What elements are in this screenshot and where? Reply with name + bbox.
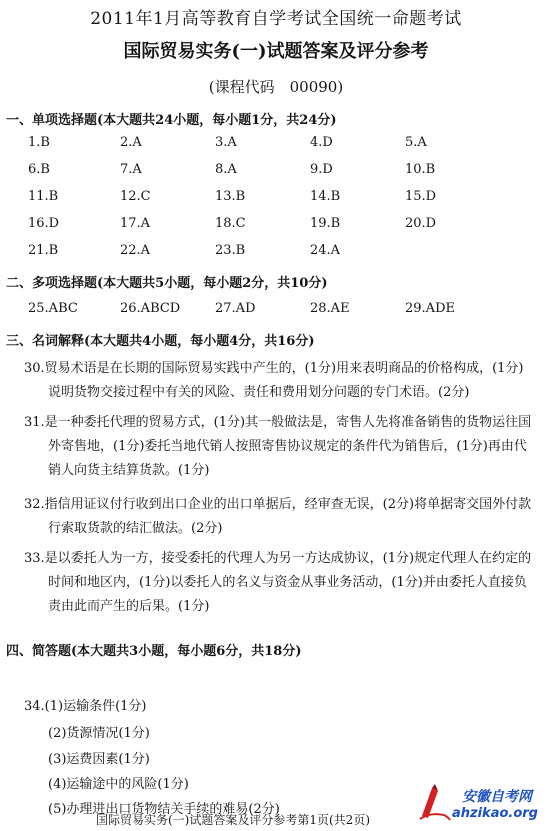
answer-item: 6.B xyxy=(28,162,50,177)
answer-item: 11.B xyxy=(28,189,59,204)
answer-row-2 xyxy=(0,162,552,182)
answer-item: 20.D xyxy=(405,216,437,231)
answer-item: 24.A xyxy=(310,243,341,258)
answer-item: 15.D xyxy=(405,189,437,204)
answer-item: 21.B xyxy=(28,243,59,258)
course-code: (课程代码 00090) xyxy=(208,78,344,96)
answer-item: 22.A xyxy=(120,243,151,258)
answer-item: 25.ABC xyxy=(28,301,78,316)
answer-line: 外寄售地，(1分)委托当地代销人按照寄售协议规定的条件代为销售后，(1分)再由代 xyxy=(48,439,527,454)
answer-item: 23.B xyxy=(215,243,246,258)
answer-line: 责由此而产生的后果。(1分) xyxy=(48,599,210,614)
answer-item: 8.A xyxy=(215,162,237,177)
answer-line: 说明货物交接过程中有关的风险、责任和费用划分问题的专门术语。(2分) xyxy=(48,385,470,400)
answer-row-4 xyxy=(0,216,552,236)
answer-line: 31.是一种委托代理的贸易方式，(1分)其一般做法是，寄售人先将准备销售的货物运往国 xyxy=(24,415,532,430)
answer-q34-item: (4)运输途中的风险(1分) xyxy=(48,777,189,792)
page-footer: 国际贸易实务(一)试题答案及评分参考第1页(共2页) xyxy=(96,813,370,827)
answer-q34-item: (2)货源情况(1分) xyxy=(48,726,150,741)
watermark-url: ahzikao.org xyxy=(452,806,538,821)
answer-item: 4.D xyxy=(310,135,333,150)
answer-row-3 xyxy=(0,189,552,209)
answer-item: 12.C xyxy=(120,189,151,204)
answer-item: 18.C xyxy=(215,216,246,231)
answer-q32 xyxy=(0,493,531,541)
answer-q30 xyxy=(0,357,524,405)
answer-line: 时间和地区内，(1分)以委托人的名义与资金从事业务活动，(1分)并由委托人直接负 xyxy=(48,575,527,590)
section3-heading: 三、名词解释(本大题共4小题，每小题4分，共16分) xyxy=(6,334,315,349)
section4-heading: 四、简答题(本大题共3小题，每小题6分，共18分) xyxy=(6,644,302,659)
exam-title: 2011年1月高等教育自学考试全国统一命题考试 xyxy=(90,9,462,29)
answer-q34-item: (5)办理进出口货物结关手续的难易(2分) xyxy=(48,802,280,817)
answer-q34-item: (3)运费因素(1分) xyxy=(48,752,150,767)
answer-row-1 xyxy=(0,135,552,155)
pen-logo-icon xyxy=(418,782,452,822)
answer-item: 14.B xyxy=(310,189,341,204)
paper-title: 国际贸易实务(一)试题答案及评分参考 xyxy=(123,41,429,62)
answer-q31 xyxy=(0,411,531,483)
answer-q34-first: 34.(1)运输条件(1分) xyxy=(24,699,147,714)
section2-heading: 二、多项选择题(本大题共5小题，每小题2分，共10分) xyxy=(6,276,328,291)
watermark-site-name: 安徽自考网 xyxy=(462,789,532,805)
answer-item: 13.B xyxy=(215,189,246,204)
multiple-choice-answers xyxy=(0,301,552,321)
answer-item: 7.A xyxy=(120,162,142,177)
answer-item: 10.B xyxy=(405,162,436,177)
answer-line: 销人向货主结算货款。(1分) xyxy=(48,463,210,478)
answer-line: 行索取货款的结汇做法。(2分) xyxy=(48,521,223,536)
answer-item: 9.D xyxy=(310,162,333,177)
answer-line: 30.贸易术语是在长期的国际贸易实践中产生的，(1分)用来表明商品的价格构成，(1分) xyxy=(24,361,524,376)
answer-row-5 xyxy=(0,243,552,263)
answer-line: 33.是以委托人为一方，接受委托的代理人为另一方达成协议，(1分)规定代理人在约定的 xyxy=(24,551,532,566)
answer-line: 32.指信用证议付行收到出口企业的出口单据后，经审查无误，(2分)将单据寄交国外付款 xyxy=(24,497,532,512)
answer-item: 17.A xyxy=(120,216,151,231)
answer-item: 28.AE xyxy=(310,301,350,316)
answer-item: 26.ABCD xyxy=(120,301,181,316)
answer-item: 3.A xyxy=(215,135,237,150)
answer-q33 xyxy=(0,547,531,619)
answer-item: 16.D xyxy=(28,216,60,231)
answer-item: 19.B xyxy=(310,216,341,231)
answer-item: 1.B xyxy=(28,135,50,150)
site-watermark xyxy=(418,782,546,826)
answer-item: 2.A xyxy=(120,135,142,150)
answer-item: 5.A xyxy=(405,135,427,150)
answer-item: 29.ADE xyxy=(405,301,455,316)
answer-item: 27.AD xyxy=(215,301,256,316)
section1-heading: 一、单项选择题(本大题共24小题，每小题1分，共24分) xyxy=(6,113,337,128)
